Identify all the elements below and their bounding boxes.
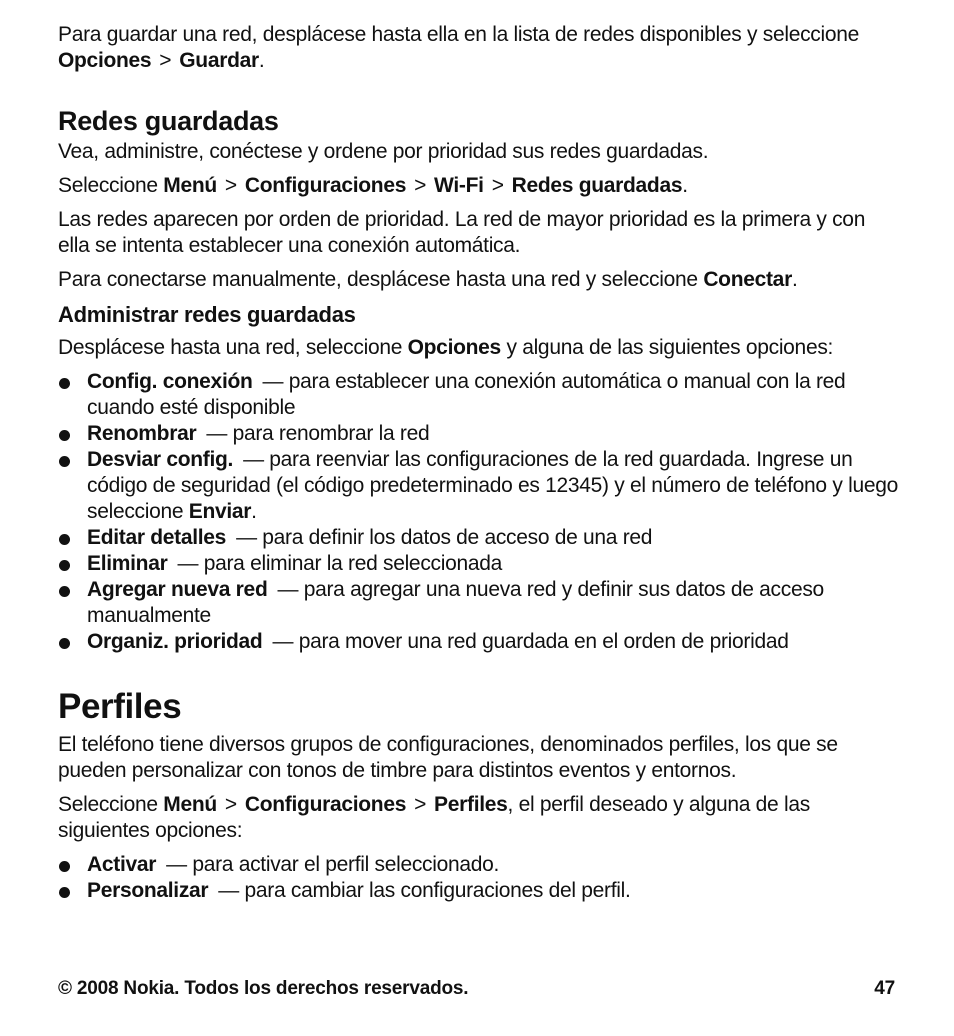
bullet-icon bbox=[59, 534, 70, 545]
intro-paragraph: Para guardar una red, desplácese hasta ella en la lista de redes disponibles y seleccione Opciones > Guardar. bbox=[58, 23, 859, 72]
bullet-icon bbox=[59, 887, 70, 898]
bullet-icon bbox=[59, 560, 70, 571]
copyright-notice: © 2008 Nokia. Todos los derechos reservados. bbox=[58, 978, 469, 999]
list-item: Config. conexión — para establecer una conexión automática o manual con la red cuando esté disponible bbox=[58, 369, 900, 421]
list-item: Agregar nueva red — para agregar una nueva red y definir sus datos de acceso manualmente bbox=[58, 577, 900, 629]
subsection-heading-manage: Administrar redes guardadas bbox=[58, 302, 356, 327]
saved-paragraph-4: Para conectarse manualmente, desplácese hasta una red y seleccione Conectar. bbox=[58, 268, 798, 291]
profiles-paragraph-1: El teléfono tiene diversos grupos de configuraciones, denominados perfiles, los que se pueden personalizar con tonos de timbre para distintos eventos y entornos. bbox=[58, 733, 838, 782]
bullet-icon bbox=[59, 861, 70, 872]
bullet-icon bbox=[59, 456, 70, 467]
bullet-icon bbox=[59, 586, 70, 597]
list-item: Desviar config. — para reenviar las configuraciones de la red guardada. Ingrese un código de seguridad (el código predeterminado es 12345) y el número de teléfono y luego seleccione Enviar. bbox=[58, 447, 900, 525]
saved-menu-path: Seleccione Menú > Configuraciones > Wi-Fi > Redes guardadas. bbox=[58, 174, 688, 197]
page-footer bbox=[58, 978, 895, 1000]
list-item: Organiz. prioridad — para mover una red guardada en el orden de prioridad bbox=[58, 629, 900, 655]
list-item: Personalizar — para cambiar las configuraciones del perfil. bbox=[58, 878, 900, 904]
page-content bbox=[58, 22, 900, 904]
bullet-icon bbox=[59, 638, 70, 649]
saved-paragraph-1: Vea, administre, conéctese y ordene por prioridad sus redes guardadas. bbox=[58, 140, 709, 163]
manage-options-list bbox=[58, 369, 900, 655]
list-item: Eliminar — para eliminar la red seleccionada bbox=[58, 551, 900, 577]
bullet-icon bbox=[59, 378, 70, 389]
list-item: Editar detalles — para definir los datos de acceso de una red bbox=[58, 525, 900, 551]
bullet-icon bbox=[59, 430, 70, 441]
section-heading-saved-networks: Redes guardadas bbox=[58, 106, 279, 136]
list-item: Renombrar — para renombrar la red bbox=[58, 421, 900, 447]
profiles-options-list bbox=[58, 852, 900, 904]
manage-paragraph: Desplácese hasta una red, seleccione Opciones y alguna de las siguientes opciones: bbox=[58, 336, 834, 359]
list-item: Activar — para activar el perfil seleccionado. bbox=[58, 852, 900, 878]
page-number: 47 bbox=[874, 978, 895, 999]
profiles-menu-path: Seleccione Menú > Configuraciones > Perfiles, el perfil deseado y alguna de las siguientes opciones: bbox=[58, 793, 810, 842]
saved-paragraph-3: Las redes aparecen por orden de prioridad. La red de mayor prioridad es la primera y con ella se intenta establecer una conexión automática. bbox=[58, 208, 866, 257]
section-heading-profiles: Perfiles bbox=[58, 687, 182, 726]
